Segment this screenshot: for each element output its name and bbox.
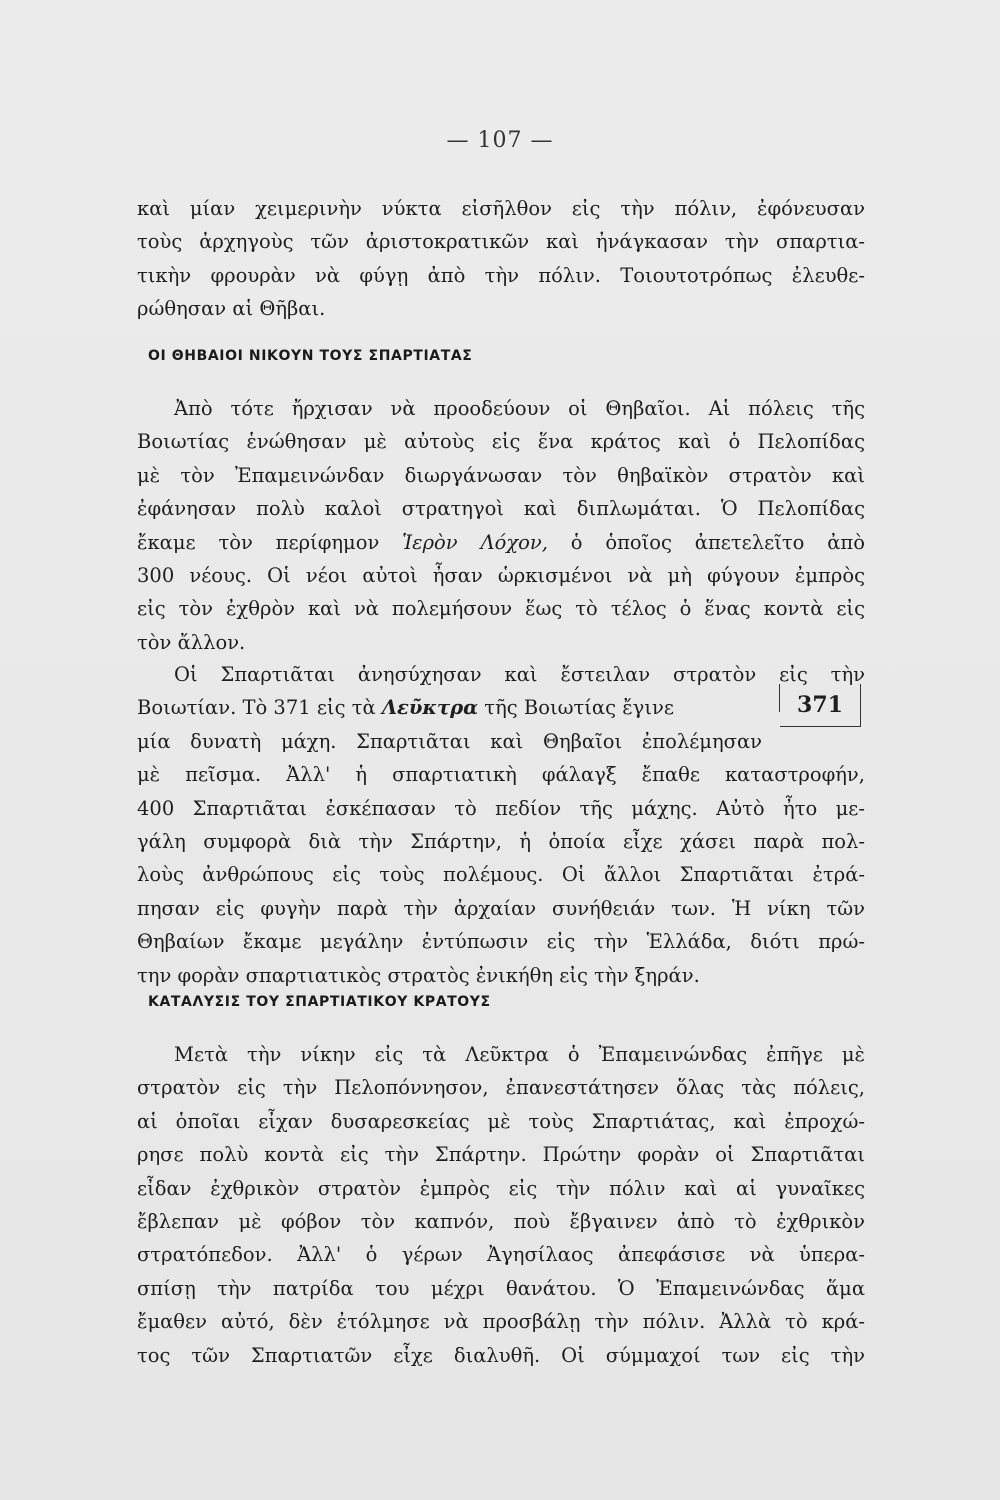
text-line: πησαν εἰς φυγὴν παρὰ τὴν ἀρχαίαν συνήθειάν των. Ἡ νίκη τῶν xyxy=(137,896,865,920)
sacred-band-term: Ἱερὸν Λόχον, xyxy=(402,530,548,554)
text-line: Βοιωτίας ἑνώθησαν μὲ αὐτοὺς εἰς ἕνα κράτος καὶ ὁ Πελοπίδας xyxy=(137,430,865,454)
text-line: τικὴν φρουρὰν νὰ φύγῃ ἀπὸ τὴν πόλιν. Τοιουτοτρόπως ἐλευθε- xyxy=(137,263,865,287)
text-line: Μετὰ τὴν νίκην εἰς τὰ Λεῦκτρα ὁ Ἐπαμεινώνδας ἐπῆγε μὲ xyxy=(174,1043,865,1066)
text-line: μία δυνατὴ μάχη. Σπαρτιᾶται καὶ Θηβαῖοι ἐπολέμησαν xyxy=(137,729,762,753)
text-line: ρώθησαν αἱ Θῆβαι. xyxy=(137,297,326,321)
text-line: αἱ ὁποῖαι εἶχαν δυσαρεσκείας μὲ τοὺς Σπαρτιάτας, καὶ ἐπροχώ- xyxy=(137,1109,865,1133)
text-span: τῆς Βοιωτίας ἔγινε xyxy=(478,696,674,720)
text-line: τοὺς ἀρχηγοὺς τῶν ἀριστοκρατικῶν καὶ ἠνάγκασαν τὴν σπαρτια- xyxy=(137,230,865,254)
text-line: Θηβαίων ἔκαμε μεγάλην ἐντύπωσιν εἰς τὴν Ἑλλάδα, διότι πρώ- xyxy=(137,930,865,954)
text-span: Βοιωτίαν. Τὸ 371 εἰς τὰ xyxy=(137,696,382,720)
paragraph-thebans xyxy=(137,392,865,659)
text-line: ρησε πολὺ κοντὰ εἰς τὴν Σπάρτην. Πρώτην φορὰν οἱ Σπαρτιᾶται xyxy=(137,1143,865,1167)
paragraph-dissolution xyxy=(137,1038,865,1372)
text-line: εἰς τὸν ἐχθρὸν καὶ νὰ πολεμήσουν ἕως τὸ τέλος ὁ ἕνας κοντὰ εἰς xyxy=(137,597,865,621)
text-line: στρατόπεδον. Ἀλλ' ὁ γέρων Ἀγησίλαος ἀπεφάσισε νὰ ὑπερα- xyxy=(137,1243,865,1267)
text-span: ἔκαμε τὸν περίφημον xyxy=(137,530,403,554)
text-line: Οἱ Σπαρτιᾶται ἀνησύχησαν καὶ ἔστειλαν στρατὸν εἰς τὴν xyxy=(174,663,865,686)
text-line: ἔμαθεν αὐτό, δὲν ἐτόλμησε νὰ προσβάλῃ τὴν πόλιν. Ἀλλὰ τὸ κρά- xyxy=(137,1310,865,1334)
section-heading-thebans-win: ΟΙ ΘΗΒΑΙΟΙ ΝΙΚΟΥΝ ΤΟΥΣ ΣΠΑΡΤΙΑΤΑΣ xyxy=(148,348,473,364)
text-line: Ἀπὸ τότε ἤρχισαν νὰ προοδεύουν οἱ Θηβαῖοι. Αἱ πόλεις τῆς xyxy=(174,397,865,420)
text-line: μὲ τὸν Ἐπαμεινώνδαν διωργάνωσαν τὸν θηβαϊκὸν στρατὸν καὶ xyxy=(137,463,865,487)
text-line: ἔβλεπαν μὲ φόβον τὸν καπνόν, ποὺ ἔβγαινεν ἀπὸ τὸ ἐχθρικὸν xyxy=(137,1209,865,1233)
leuctra-term: Λεῦκτρα xyxy=(381,696,479,720)
page-number: — 107 — xyxy=(446,128,554,153)
text-line: σπίσῃ τὴν πατρίδα του μέχρι θανάτου. Ὁ Ἐπαμεινώνδας ἅμα xyxy=(137,1276,865,1300)
paragraph-intro xyxy=(137,192,865,326)
text-line: 400 Σπαρτιᾶται ἐσκέπασαν τὸ πεδίον τῆς μάχης. Αὐτὸ ἦτο με- xyxy=(137,796,865,820)
text-line xyxy=(137,691,765,724)
text-line: μὲ πεῖσμα. Ἀλλ' ἡ σπαρτιατικὴ φάλαγξ ἔπαθε καταστροφήν, xyxy=(137,763,865,787)
text-line: στρατὸν εἰς τὴν Πελοπόννησον, ἐπανεστάτησεν ὅλας τὰς πόλεις, xyxy=(137,1076,865,1100)
text-line: τὸν ἄλλον. xyxy=(137,630,246,654)
text-line: εἶδαν ἐχθρικὸν στρατὸν ἐμπρὸς εἰς τὴν πόλιν καὶ αἱ γυναῖκες xyxy=(137,1176,865,1200)
year-marginal-box: 371 xyxy=(780,684,861,727)
text-line: τος τῶν Σπαρτιατῶν εἶχε διαλυθῆ. Οἱ σύμμαχοί των εἰς τὴν xyxy=(137,1343,865,1367)
text-line: λοὺς ἀνθρώπους εἰς τοὺς πολέμους. Οἱ ἄλλοι Σπαρτιᾶται ἐτρά- xyxy=(137,863,865,887)
text-span: ὁ ὁποῖος ἀπετελεῖτο ἀπὸ xyxy=(547,530,865,554)
text-line: ἐφάνησαν πολὺ καλοὶ στρατηγοὶ καὶ διπλωμάται. Ὁ Πελοπίδας xyxy=(137,497,865,521)
text-line: γάλη συμφορὰ διὰ τὴν Σπάρτην, ἡ ὁποία εἶχε χάσει παρὰ πολ- xyxy=(137,829,865,853)
text-line: την φορὰν σπαρτιατικὸς στρατὸς ἐνικήθη εἰς τὴν ξηράν. xyxy=(137,963,700,987)
text-line: 300 νέους. Οἱ νέοι αὐτοὶ ἦσαν ὡρκισμένοι νὰ μὴ φύγουν ἐμπρὸς xyxy=(137,563,865,587)
paragraph-leuctra xyxy=(137,658,865,992)
text-line xyxy=(137,526,865,559)
text-line: καὶ μίαν χειμερινὴν νύκτα εἰσῆλθον εἰς τὴν πόλιν, ἐφόνευσαν xyxy=(137,197,865,220)
section-heading-dissolution: ΚΑΤΑΛΥΣΙΣ ΤΟΥ ΣΠΑΡΤΙΑΤΙΚΟΥ ΚΡΑΤΟΥΣ xyxy=(148,994,491,1010)
